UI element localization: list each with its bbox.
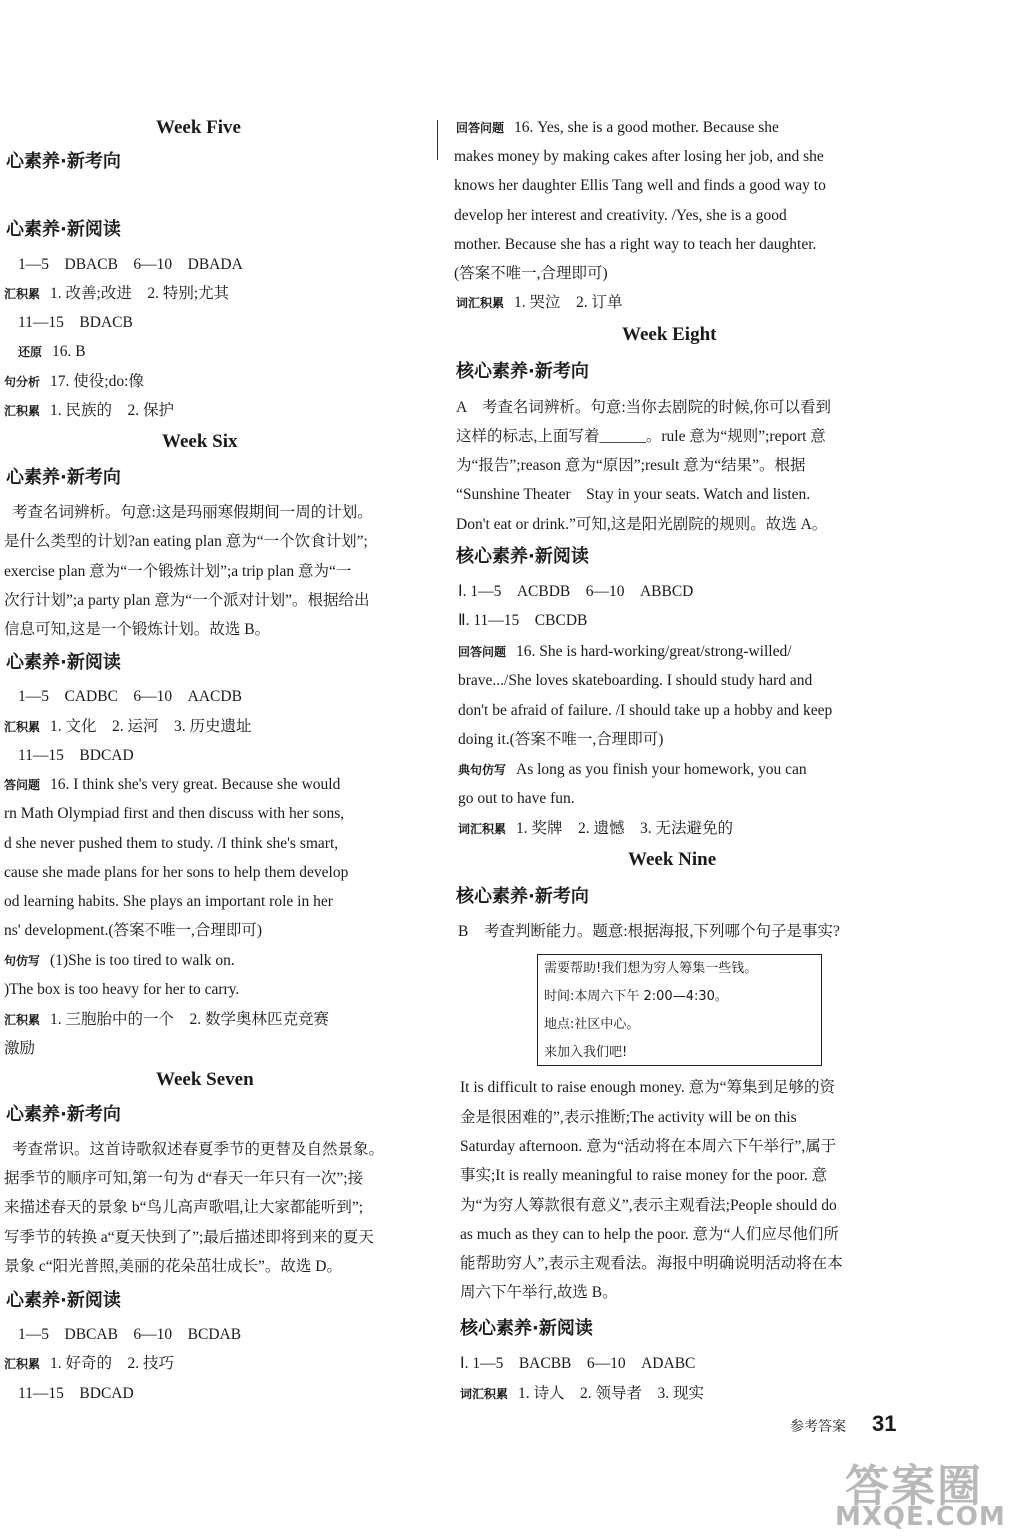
- paragraph-line: Don't eat or drink.”可知,这是阳光剧院的规则。故选 A。: [456, 516, 828, 533]
- line-text: 1. 奖牌 2. 遗憾 3. 无法避免的: [516, 820, 734, 837]
- answer-line: [4, 284, 229, 304]
- section-heading: 核心素养·新阅读: [460, 1318, 593, 1339]
- line-label: 汇积累: [4, 287, 41, 301]
- line-text: 1. 好奇的 2. 技巧: [50, 1355, 175, 1372]
- line-label: 词汇积累: [456, 296, 505, 310]
- week-eight-title: Week Eight: [622, 324, 717, 345]
- line-text: 1. 诗人 2. 领导者 3. 现实: [518, 1385, 705, 1402]
- answer-line: [4, 372, 144, 392]
- paragraph-line: doing it.(答案不唯一,合理即可): [458, 731, 664, 748]
- line-text: 16. B: [52, 343, 86, 360]
- paragraph-line: od learning habits. She plays an important role in her: [4, 893, 333, 910]
- paragraph-line: 景象 c“阳光普照,美丽的花朵茁壮成长”。故选 D。: [4, 1258, 342, 1275]
- answer-line: [456, 293, 623, 313]
- paragraph-line: 金是很困难的”,表示推断;The activity will be on this: [460, 1109, 797, 1126]
- notice-line: 时间:本周六下午 2:00—4:30。: [544, 989, 728, 1004]
- paragraph-line: ns' development.(答案不唯一,合理即可): [4, 922, 263, 939]
- paragraph-line: as much as they can to help the poor. 意为“人们应尽他们所: [460, 1226, 839, 1243]
- notice-line: 需要帮助!我们想为穷人筹集一些钱。: [544, 961, 758, 976]
- paragraph-line: 信息可知,这是一个锻炼计划。故选 B。: [4, 621, 271, 638]
- week-six-title: Week Six: [162, 431, 238, 452]
- notice-line: 来加入我们吧!: [544, 1045, 628, 1060]
- line-label: 回答问题: [458, 645, 507, 659]
- paragraph-line: 事实;It is really meaningful to raise money for the poor. 意: [460, 1167, 828, 1184]
- answer-line: [4, 1354, 174, 1374]
- paragraph-line: 周六下午举行,故选 B。: [460, 1284, 618, 1301]
- paragraph-line: 为“为穷人筹款很有意义”,表示主观看法;People should do: [460, 1197, 837, 1214]
- answer-line: [4, 401, 174, 421]
- line-label: 句分析: [4, 375, 41, 389]
- answer-line: [458, 819, 733, 839]
- line-label: 汇积累: [4, 404, 41, 418]
- paragraph-line: It is difficult to raise enough money. 意为“筹集到足够的资: [460, 1079, 835, 1096]
- notice-line: 地点:社区中心。: [544, 1017, 640, 1032]
- footer-label: 参考答案: [790, 1419, 846, 1435]
- line-text: 16. Yes, she is a good mother. Because she: [514, 119, 779, 136]
- line-text: (1)She is too tired to walk on.: [50, 952, 235, 969]
- section-heading: 核心素养·新阅读: [456, 546, 589, 567]
- answer-line: 1—5 DBACB 6—10 DBADA: [18, 256, 243, 273]
- section-heading: 核心素养·新考向: [456, 361, 589, 382]
- answer-line: [456, 118, 779, 138]
- line-label: 答问题: [4, 778, 41, 792]
- paragraph-line: 考查常识。这首诗歌叙述春夏季节的更替及自然景象。: [12, 1141, 385, 1158]
- section-heading: 核心素养·新考向: [456, 886, 589, 907]
- line-label: 词汇积累: [460, 1387, 509, 1401]
- line-text: As long as you finish your homework, you can: [516, 761, 807, 778]
- answer-line: B 考查判断能力。题意:根据海报,下列哪个句子是事实?: [458, 923, 840, 940]
- answer-line: [460, 1384, 704, 1404]
- answer-line: [4, 717, 252, 737]
- line-text: 16. She is hard-working/great/strong-willed/: [516, 643, 792, 660]
- paragraph-line: mother. Because she has a right way to teach her daughter.: [454, 236, 817, 253]
- answer-line: 1—5 DBCAB 6—10 BCDAB: [18, 1326, 242, 1343]
- line-label: 汇积累: [4, 1013, 41, 1027]
- paragraph-line: 据季节的顺序可知,第一句为 d“春天一年只有一次”;接: [4, 1170, 364, 1187]
- answer-line: [458, 760, 807, 780]
- section-heading: 心素养·新考向: [6, 151, 121, 172]
- watermark-url: MXQE.COM: [835, 1502, 1006, 1532]
- line-text: 1. 民族的 2. 保护: [50, 402, 175, 419]
- paragraph-line: go out to have fun.: [458, 790, 575, 807]
- paragraph-line: 次行计划”;a party plan 意为“一个派对计划”。根据给出: [4, 592, 370, 609]
- paragraph-line: develop her interest and creativity. /Yes, she is a good: [454, 207, 787, 224]
- answer-line: Ⅱ. 11—15 CBCDB: [458, 612, 588, 629]
- column-divider: [437, 120, 438, 160]
- line-text: 1. 哭泣 2. 订单: [514, 294, 623, 311]
- answer-line: Ⅰ. 1—5 BACBB 6—10 ADABC: [460, 1355, 696, 1372]
- answer-line: )The box is too heavy for her to carry.: [4, 981, 240, 998]
- watermark-text: 答案圈: [845, 1461, 983, 1512]
- paragraph-line: 这样的标志,上面写着______。rule 意为“规则”;report 意: [456, 428, 826, 445]
- week-seven-title: Week Seven: [156, 1069, 254, 1090]
- paragraph-line: “Sunshine Theater Stay in your seats. Watch and listen.: [456, 486, 811, 503]
- line-text: 17. 使役;do:像: [50, 373, 144, 390]
- line-label: 句仿写: [4, 954, 41, 968]
- paragraph-line: 是什么类型的计划?an eating plan 意为“一个饮食计划”;: [4, 533, 368, 550]
- week-five-title: Week Five: [156, 117, 241, 138]
- paragraph-line: 写季节的转换 a“夏天快到了”;最后描述即将到来的夏天: [4, 1229, 374, 1246]
- week-nine-title: Week Nine: [628, 849, 717, 870]
- line-label: 还原: [18, 345, 43, 359]
- paragraph-line: knows her daughter Ellis Tang well and finds a good way to: [454, 177, 826, 194]
- section-heading: 心素养·新考向: [6, 467, 121, 488]
- line-text: 1. 改善;改进 2. 特别;尤其: [50, 285, 230, 302]
- answer-line: [4, 775, 340, 795]
- section-heading: 心素养·新考向: [6, 1104, 121, 1125]
- answer-line: [18, 342, 86, 362]
- paragraph-line: cause she made plans for her sons to help them develop: [4, 864, 349, 881]
- section-heading: 心素养·新阅读: [6, 652, 121, 673]
- paragraph-line: makes money by making cakes after losing her job, and she: [454, 148, 824, 165]
- paragraph-line: Saturday afternoon. 意为“活动将在本周六下午举行”,属于: [460, 1138, 837, 1155]
- answer-line: 激励: [4, 1040, 36, 1057]
- line-label: 汇积累: [4, 720, 41, 734]
- paragraph-line: rn Math Olympiad first and then discuss with her sons,: [4, 805, 345, 822]
- section-heading: 心素养·新阅读: [6, 1290, 121, 1311]
- paragraph-line: 来描述春天的景象 b“鸟儿高声歌唱,让大家都能听到”;: [4, 1199, 364, 1216]
- answer-line: 11—15 BDCAD: [18, 1385, 134, 1402]
- line-text: 1. 文化 2. 运河 3. 历史遗址: [50, 718, 252, 735]
- answer-line: 11—15 BDACB: [18, 314, 133, 331]
- answer-line: [4, 951, 235, 971]
- line-text: 16. I think she's very great. Because she would: [50, 776, 341, 793]
- answer-line: 1—5 CADBC 6—10 AACDB: [18, 688, 242, 705]
- paragraph-line: A 考查名词辨析。句意:当你去剧院的时候,你可以看到: [456, 399, 832, 416]
- paragraph-line: brave.../She loves skateboarding. I should study hard and: [458, 672, 813, 689]
- paragraph-line: exercise plan 意为“一个锻炼计划”;a trip plan 意为“一: [4, 563, 352, 580]
- paragraph-line: 考查名词辨析。句意:这是玛丽寒假期间一周的计划。: [12, 504, 373, 521]
- answer-line: [458, 642, 792, 662]
- section-heading: 心素养·新阅读: [6, 219, 121, 240]
- poster-notice-box: [537, 954, 822, 1066]
- line-label: 词汇积累: [458, 822, 507, 836]
- paragraph-line: 为“报告”;reason 意为“原因”;result 意为“结果”。根据: [456, 457, 806, 474]
- line-label: 汇积累: [4, 1357, 41, 1371]
- line-text: 1. 三胞胎中的一个 2. 数学奥林匹克竞赛: [50, 1011, 330, 1028]
- paragraph-line: d she never pushed them to study. /I think she's smart,: [4, 835, 339, 852]
- answer-line: Ⅰ. 1—5 ACBDB 6—10 ABBCD: [458, 583, 694, 600]
- answer-line: [4, 1010, 329, 1030]
- line-label: 回答问题: [456, 121, 505, 135]
- page-number: 31: [872, 1411, 897, 1436]
- paragraph-line: (答案不唯一,合理即可): [454, 265, 608, 282]
- watermark-logo: [835, 1450, 1015, 1534]
- paragraph-line: 能帮助穷人”,表示主观看法。海报中明确说明活动将在本: [460, 1255, 843, 1272]
- line-label: 典句仿写: [458, 763, 507, 777]
- paragraph-line: don't be afraid of failure. /I should take up a hobby and keep: [458, 702, 833, 719]
- answer-line: 11—15 BDCAD: [18, 747, 134, 764]
